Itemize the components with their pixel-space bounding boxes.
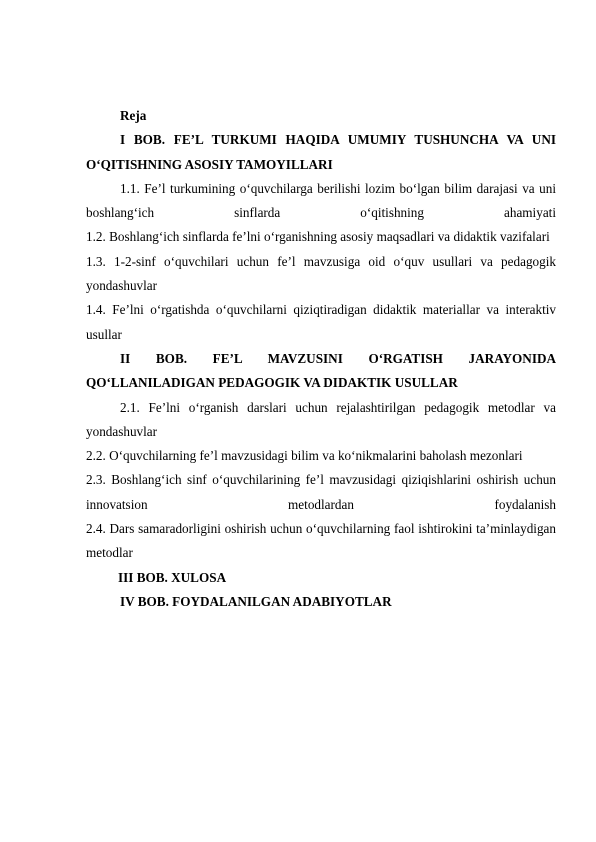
section-2-2: 2.2. O‘quvchilarning fe’l mavzusidagi bilim va ko‘nikmalarini baholash mezonlari [86, 448, 523, 464]
chapter-2-title: II BOB. FE’L MAVZUSINI O‘RGATISH JARAYONIDA QO‘LLANILADIGAN PEDAGOGIK VA DIDAKTIK USULLAR [86, 350, 556, 391]
chapter-1-title: I BOB. FE’L TURKUMI HAQIDA UMUMIY TUSHUNCHA VA UNI O‘QITISHNING ASOSIY TAMOYILLARI [86, 132, 556, 172]
section-1-4: 1.4. Fe’lni o‘rgatishda o‘quvchilarni qiziqtiradigan didaktik materiallar va interaktiv usullar [86, 302, 556, 342]
chapter-3-title: III BOB. XULOSA [118, 569, 227, 585]
section-2-1: 2.1. Fe’lni o‘rganish darslari uchun rejalashtirilgan pedagogik metodlar va yondashuvlar [86, 399, 556, 439]
chapter-4-title: IV BOB. FOYDALANILGAN ADABIYOTLAR [120, 593, 392, 609]
section-1-1: 1.1. Fe’l turkumining o‘quvchilarga berilishi lozim bo‘lgan bilim darajasi va uni boshlang‘ich sinflarda o‘qitishning ahamiyati [86, 180, 556, 221]
section-1-2: 1.2. Boshlang‘ich sinflarda fe’lni o‘rganishning asosiy maqsadlari va didaktik vazifalari [86, 229, 550, 245]
section-1-3: 1.3. 1-2-sinf o‘quvchilari uchun fe’l mavzusiga oid o‘quv usullari va pedagogik yondashuvlar [86, 253, 556, 294]
section-2-3: 2.3. Boshlang‘ich sinf o‘quvchilarining fe’l mavzusidagi qiziqishlarini oshirish uchun innovatsion metodlardan foydalanish [86, 472, 556, 512]
table-of-contents [86, 104, 556, 614]
toc-heading: Reja [120, 108, 147, 123]
section-2-4: 2.4. Dars samaradorligini oshirish uchun o‘quvchilarning faol ishtirokini ta’minlaydigan metodlar [86, 521, 556, 561]
